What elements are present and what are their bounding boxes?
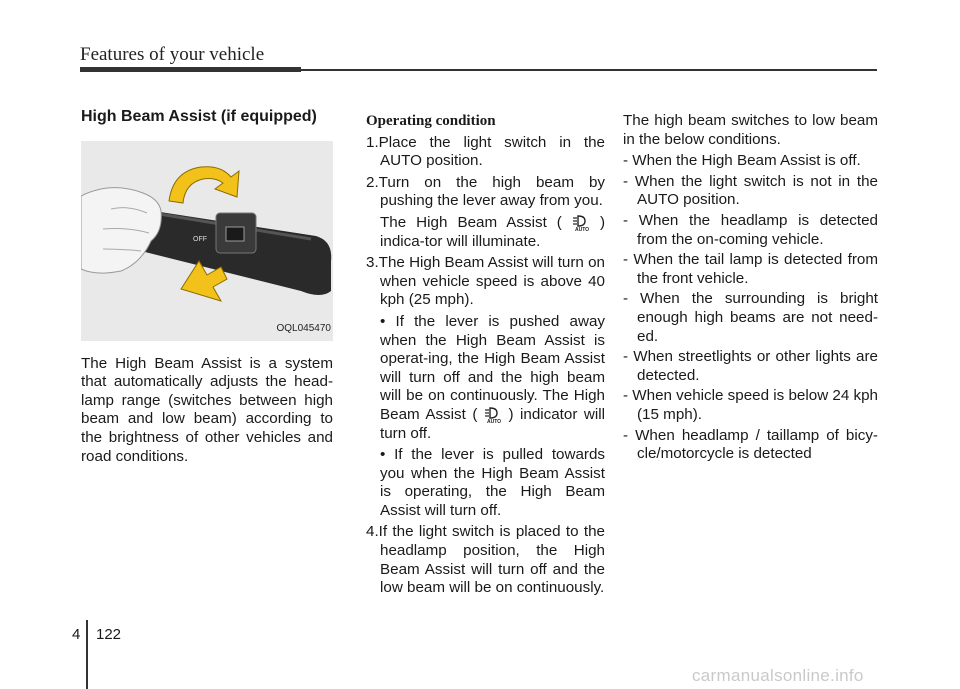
header-rule-thin bbox=[301, 69, 877, 71]
step-2-note-a: The High Beam Assist ( bbox=[380, 213, 562, 231]
chapter-number: 4 bbox=[72, 626, 81, 643]
step-2-note-b: ) indica-tor will illuminate. bbox=[380, 213, 605, 250]
column-1 bbox=[81, 108, 333, 466]
condition-item: - When streetlights or other lights are detected. bbox=[623, 348, 878, 384]
condition-item: - When headlamp / taillamp of bicy-cle/motorcycle is detected bbox=[623, 426, 878, 463]
intro-paragraph: The High Beam Assist is a system that automatically adjusts the head-lamp range (switches between high beam and low beam) according to the brightness of other vehicles and road conditions. bbox=[81, 354, 333, 465]
section-title: High Beam Assist (if equipped) bbox=[81, 108, 317, 125]
push-arrow-icon bbox=[169, 166, 239, 202]
bullet-dot: • bbox=[380, 446, 395, 464]
header-title: Features of your vehicle bbox=[80, 44, 265, 65]
step-1: 1.Place the light switch in the AUTO position. bbox=[366, 133, 605, 170]
svg-text:AUTO: AUTO bbox=[486, 418, 501, 423]
figure-code: OQL045470 bbox=[276, 323, 331, 334]
lever-illustration bbox=[81, 141, 333, 341]
step-3: 3.The High Beam Assist will turn on when vehicle speed is above 40 kph (25 mph). bbox=[366, 254, 605, 309]
page-number: 122 bbox=[96, 626, 122, 643]
header-rule-thick bbox=[80, 67, 301, 72]
bullet-2-text: If the lever is pulled towards you when the High Beam Assist is operating, the High Beam Assist will turn off. bbox=[380, 446, 605, 519]
watermark: carmanualsonline.info bbox=[692, 666, 864, 685]
bullet-1-b: ) indicator will turn off. bbox=[380, 405, 605, 442]
condition-item: - When the headlamp is detected from the on-coming vehicle. bbox=[623, 211, 878, 248]
condition-item: - When the tail lamp is detected from the front vehicle. bbox=[623, 251, 878, 287]
stalk-diagram bbox=[81, 141, 333, 341]
condition-item: - When the High Beam Assist is off. bbox=[623, 152, 861, 170]
bullet-1 bbox=[366, 313, 605, 443]
bullet-dot: • bbox=[380, 312, 396, 330]
svg-text:AUTO: AUTO bbox=[574, 226, 589, 231]
conditions-list bbox=[623, 152, 878, 464]
column-2 bbox=[366, 112, 605, 598]
condition-item: - When vehicle speed is below 24 kph (15 mph). bbox=[623, 387, 878, 423]
step-4: 4.If the light switch is placed to the headlamp position, the High Beam Assist will turn off and the low beam will be on continuously. bbox=[366, 523, 605, 597]
bullet-2 bbox=[366, 446, 605, 520]
bullet-1-a: If the lever is pushed away when the High Beam Assist is operat-ing, the High Beam Assist will turn off and the high beam will be on continuously. The High Beam Assist ( bbox=[380, 312, 605, 423]
operating-condition-title: Operating condition bbox=[366, 113, 496, 129]
footer-rule bbox=[86, 620, 88, 689]
high-beam-assist-auto-icon bbox=[572, 214, 590, 231]
svg-text:OFF: OFF bbox=[193, 235, 207, 243]
conditions-intro: The high beam switches to low beam in the below conditions. bbox=[623, 112, 878, 148]
high-beam-assist-auto-icon bbox=[484, 406, 502, 423]
condition-item: - When the surrounding is bright enough high beams are not need-ed. bbox=[623, 290, 878, 345]
condition-item: - When the light switch is not in the AUTO position. bbox=[623, 172, 878, 209]
column-3 bbox=[623, 112, 878, 466]
pull-arrow-icon bbox=[181, 261, 227, 301]
step-2: 2.Turn on the high beam by pushing the lever away from you. bbox=[366, 173, 605, 210]
step-2-note bbox=[366, 214, 605, 251]
